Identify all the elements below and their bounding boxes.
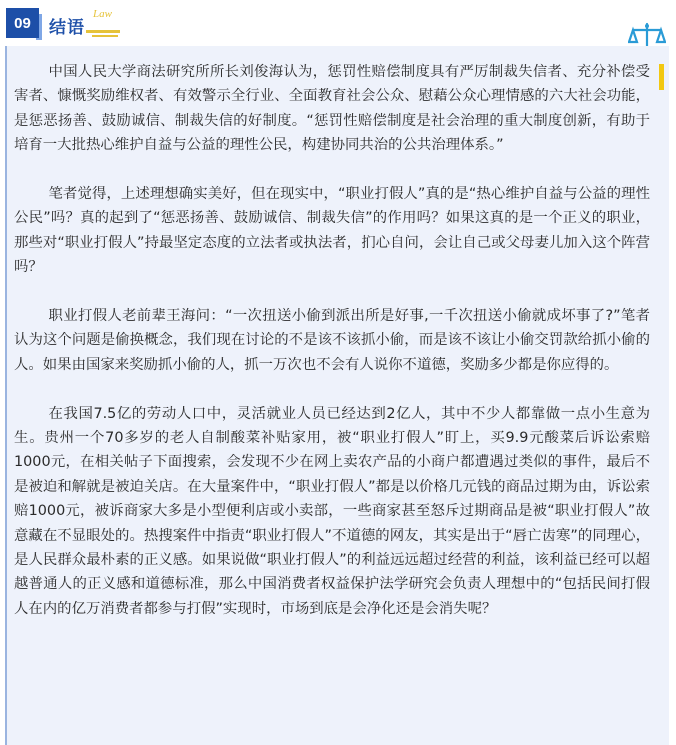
paragraph: 笔者觉得，上述理想确实美好，但在现实中，“职业打假人”真的是“热心维护自益与公益的理性公民”吗？真的起到了“惩恶扬善、鼓励诚信、制裁失信”的作用吗？如果这真的是一个正义的职业，那些对“职业打假人”持最坚定态度的立法者或执法者，扪心自问，会让自己或父母妻儿加入这个阵营吗？	[14, 186, 650, 276]
paragraph: 职业打假人老前辈王海问：“一次扭送小偷到派出所是好事,一千次扭送小偷就成坏事了?”笔者认为这个问题是偷换概念，我们现在讨论的不是该不该抓小偷，而是该不该让小偷交罚款给抓小偷的人。如果由国家来奖励抓小偷的人，抓一万次也不会有人说你不道德，奖励多少都是你应得的。	[14, 308, 650, 373]
section-number-badge: 09	[6, 8, 39, 38]
section-title: 结语	[49, 18, 85, 38]
content-left-border	[5, 46, 7, 745]
paragraph: 中国人民大学商法研究所所长刘俊海认为，惩罚性赔偿制度具有严厉制裁失信者、充分补偿受害者、慷慨奖励维权者、有效警示全行业、全面教育社会公众、慰藉公众心理情感的六大社会功能，是惩恶扬善、鼓励诚信、制裁失信的好制度。“惩罚性赔偿制度是社会治理的重大制度创新，有助于培育一大批热心维护自益与公益的理性公民，构建协同共治的公共治理体系。”	[14, 64, 650, 154]
article-body	[14, 60, 650, 621]
section-header	[0, 0, 676, 46]
highlight-marker	[659, 64, 664, 90]
paragraph: 在我国7.5亿的劳动人口中，灵活就业人员已经达到2亿人，其中不少人都靠做一点小生意为生。贵州一个70多岁的老人自制酸菜补贴家用，被“职业打假人”盯上，买9.9元酸菜后诉讼索赔1000元，在相关帖子下面搜索，会发现不少在网上卖农产品的小商户都遭遇过类似的事件，最后不是被迫和解就是被迫关店。在大量案件中，“职业打假人”都是以价格几元钱的商品过期为由，诉讼索赔1000元，被诉商家大多是小型便利店或小卖部，一些商家甚至怒斥过期商品是被“职业打假人”故意藏在不显眼处的。热搜案件中指责“职业打假人”不道德的网友，其实是出于“唇亡齿寒”的同理心，是人民群众最朴素的正义感。如果说做“职业打假人”的利益远远超过经营的利益，该利益已经可以超越普通人的正义感和道德标准，那么中国消费者权益保护法学研究会负责人理想中的“包括民间打假人在内的亿万消费者都参与打假”实现时，市场到底是会净化还是会消失呢？	[14, 405, 650, 617]
title-underline	[86, 30, 120, 33]
title-decoration-word: Law	[93, 8, 112, 20]
title-underline-secondary	[92, 35, 118, 37]
